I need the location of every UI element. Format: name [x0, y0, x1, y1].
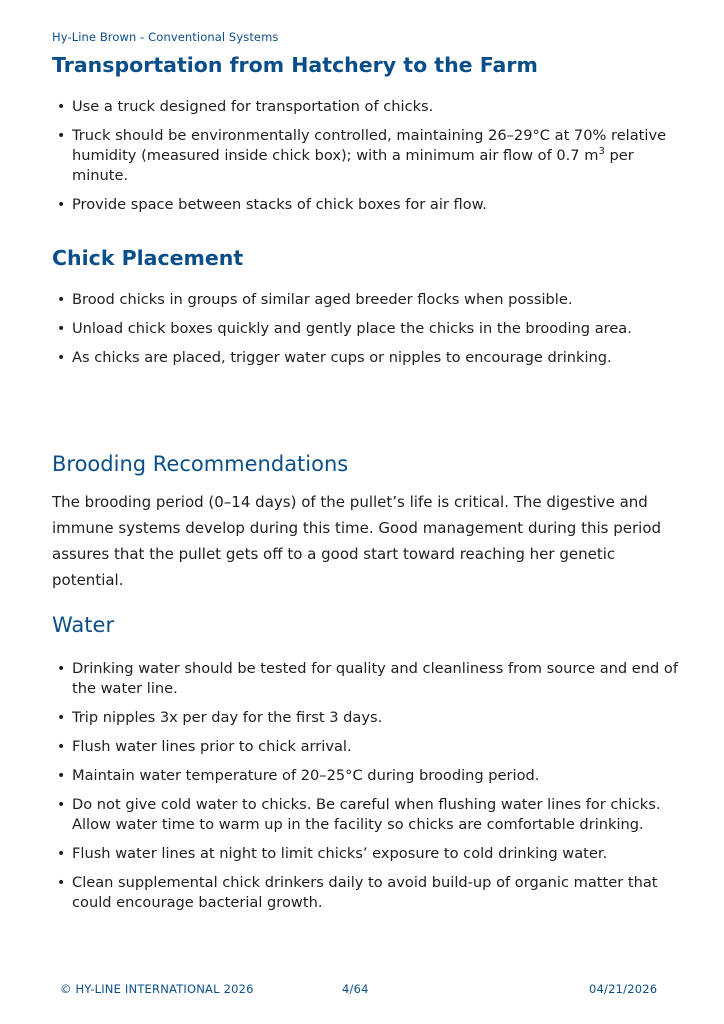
list-item: • Trip nipples 3x per day for the first 3 days.: [57, 709, 383, 726]
brooding-paragraph: The brooding period (0–14 days) of the pullet’s life is critical. The digestive and immune systems develop during this time. Good management during this period assures that the pullet gets off to a good start toward reaching her genetic potential.: [52, 493, 662, 589]
list-item: • Maintain water temperature of 20–25°C during brooding period.: [57, 767, 540, 784]
footer-page-number: 4/64: [342, 982, 369, 996]
list-item: • Do not give cold water to chicks. Be careful when flushing water lines for chicks. Allow water time to warm up in the facility so chicks are comfortable drinking.: [57, 796, 661, 833]
bullet-icon: •: [57, 797, 66, 813]
bullet-icon: •: [57, 661, 66, 677]
bullet-icon: •: [57, 875, 66, 891]
list-item: • Brood chicks in groups of similar aged breeder flocks when possible.: [57, 291, 573, 308]
footer-copyright: © HY-LINE INTERNATIONAL 2026: [60, 982, 254, 996]
list-item: • Truck should be environmentally controlled, maintaining 26–29°C at 70% relative humidity (measured inside chick box); with a minimum air flow of 0.7 $m^3$ per minute.: [57, 127, 667, 184]
bullet-icon: •: [57, 350, 66, 366]
section-title-brooding: Brooding Recommendations: [52, 452, 349, 476]
list-item: • Drinking water should be tested for quality and cleanliness from source and end of the water line.: [57, 660, 678, 697]
bullet-icon: •: [57, 321, 66, 337]
bullet-icon: •: [57, 739, 66, 755]
bullet-icon: •: [57, 710, 66, 726]
bullet-icon: •: [57, 292, 66, 308]
bullet-icon: •: [57, 197, 66, 213]
bullet-icon: •: [57, 99, 66, 115]
bullet-icon: •: [57, 768, 66, 784]
section-title-water: Water: [52, 613, 115, 637]
placement-list: [52, 290, 682, 377]
running-header: Hy-Line Brown - Conventional Systems: [52, 30, 279, 44]
list-item: • Unload chick boxes quickly and gently place the chicks in the brooding area.: [57, 320, 632, 337]
list-item: • Flush water lines at night to limit chicks’ exposure to cold drinking water.: [57, 845, 608, 862]
list-item: • Use a truck designed for transportation of chicks.: [57, 98, 434, 115]
list-item: • Clean supplemental chick drinkers daily to avoid build-up of organic matter that could encourage bacterial growth.: [57, 874, 658, 911]
section-title-transport: Transportation from Hatchery to the Farm: [52, 53, 538, 77]
water-list: [52, 659, 682, 922]
list-item: • Provide space between stacks of chick boxes for air flow.: [57, 196, 487, 213]
bullet-icon: •: [57, 128, 66, 144]
transport-list: [52, 97, 682, 224]
list-item: • As chicks are placed, trigger water cups or nipples to encourage drinking.: [57, 349, 612, 366]
footer-date: 04/21/2026: [589, 982, 658, 996]
section-title-placement: Chick Placement: [52, 246, 244, 270]
list-item: • Flush water lines prior to chick arrival.: [57, 738, 352, 755]
bullet-icon: •: [57, 846, 66, 862]
